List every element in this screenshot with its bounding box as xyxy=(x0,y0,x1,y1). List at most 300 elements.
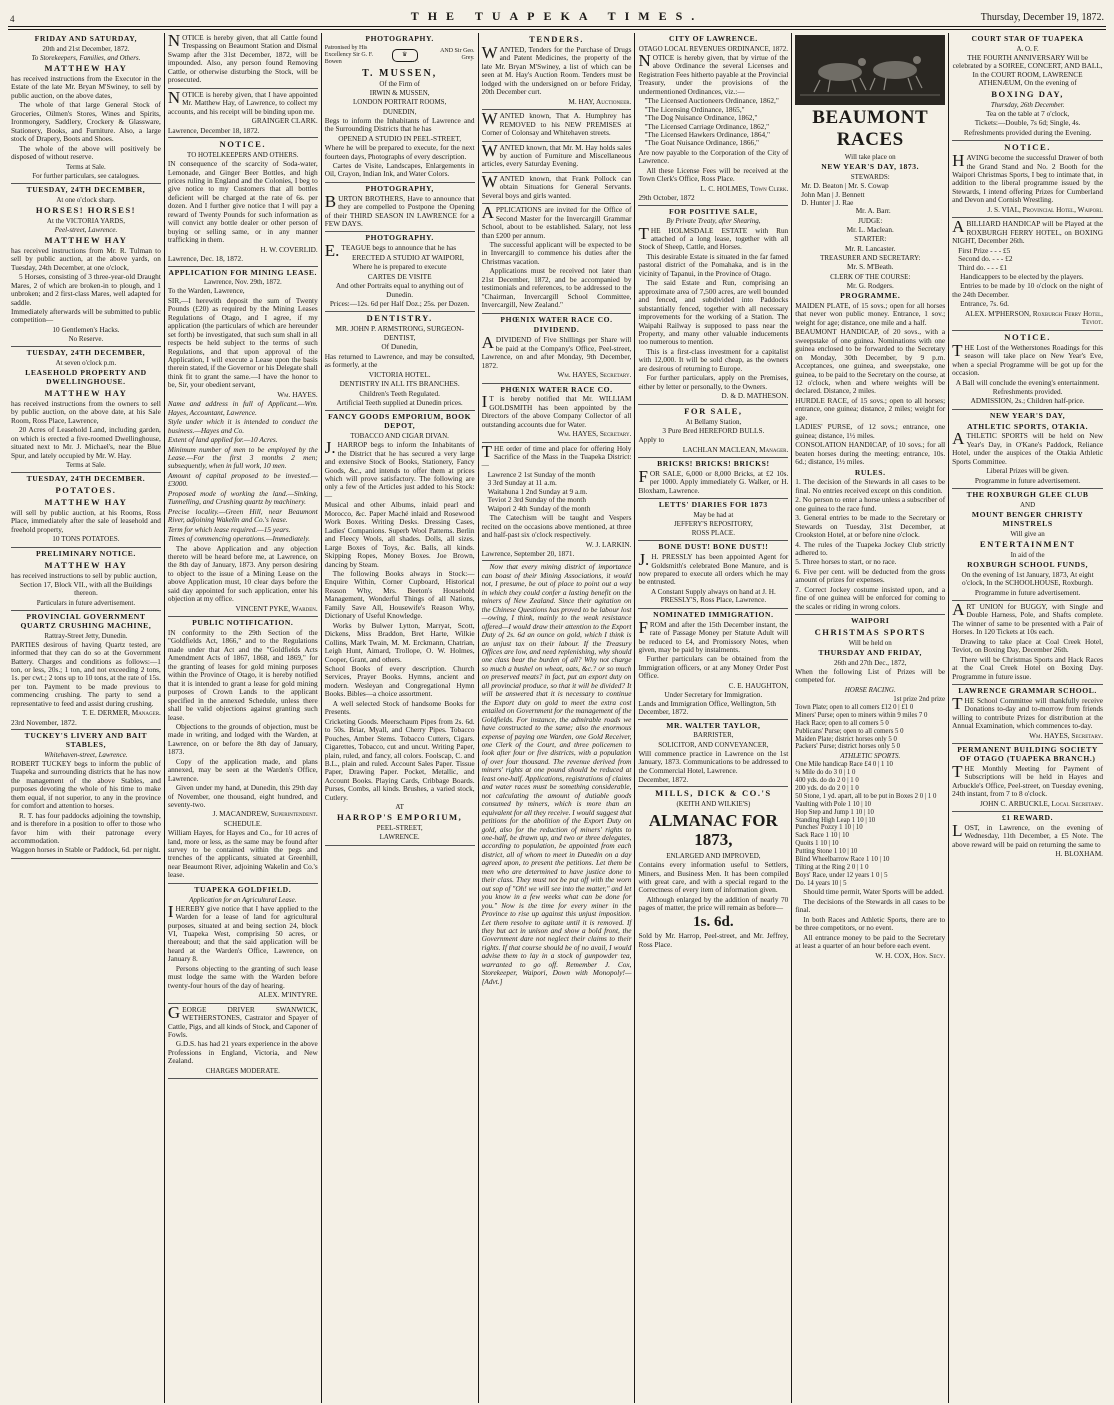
ad-beaumont-races xyxy=(795,107,945,615)
ad-text: When the following List of Prizes will be competed for. xyxy=(795,666,946,685)
ad-text: Although enlarged by the addition of nearly 70 pages of matter, the price will remain as before— xyxy=(638,894,789,913)
ad-text: All these License Fees will be received at the Town Clerk's Office, Ross Place. xyxy=(638,165,789,184)
ad-subheading: Of the Firm of xyxy=(379,80,420,89)
ad-heading: HARROP'S EMPORIUM, xyxy=(336,812,463,823)
ad-text: CONSOLATION HANDICAP, of 10 sovs.; for all beaten horses during the meeting; entrance, 10s. 6d.; distance, 1½ miles. xyxy=(795,440,946,467)
column-4 xyxy=(479,33,636,1403)
ad-teague-photography xyxy=(325,234,475,312)
column-6 xyxy=(792,33,949,1403)
table-row: Sack Race 1 10 | 10 xyxy=(795,832,849,840)
ad-text: WANTED, Tenders for the Purchase of Drugs and Patent Medicines, the property of the late Mr. Bryan M'Swiney, a list of which can be seen at M. Hay's Auction Room. Tenders must be lodged with the undersigned on or before Friday, 20th December curt. xyxy=(481,42,632,97)
ad-burton-brothers xyxy=(325,185,475,233)
ad-subheading: SOLICITOR, AND CONVEYANCER, xyxy=(658,740,769,749)
table-row: One Mile handicap Race £4 0 | 1 10 xyxy=(795,761,893,769)
ad-text: THE Monthly Meeting for Payment of Subscriptions will be held in Hayes and Arbuckle's Office, Peel-street, on Tuesday evening, 24th instant, from 7 to 8 o'clock. xyxy=(952,761,1104,799)
ad-text: ADIVIDEND of Five Shillings per Share will be paid at the Company's Office, Peel-street, Lawrence, on and after Monday, 9th December, 1872. xyxy=(481,333,632,370)
ad-text: BEAUMONT HANDICAP, of 20 sovs., with a sweepstake of one guinea. Nominations with one guinea enclosed to be forwarded to the Secretary on Monday, 30th December, by 9 p.m. Acceptances, one guinea, and sweepstake, one guinea, to be paid to the Secretary on the course, at 12 o'clock, when and where weights will be declared. Distance, 2 miles. xyxy=(795,327,946,396)
ad-heading: TUCKEY'S LIVERY AND BAIT STABLES, xyxy=(24,731,148,749)
list-item: Lawrence 2 1st Sunday of the month xyxy=(487,469,595,479)
horse-icon xyxy=(800,40,940,100)
ad-heading: PRELIMINARY NOTICE. xyxy=(35,548,136,558)
ad-text: 20 Acres of Leasehold Land, including garden, on which is erected a five-roomed Dwellinghouse, situated next to Mr. J. Michael's, near the Blue Spur, and lately occupied by Mr. W. Hay. xyxy=(11,425,161,460)
ad-text: Immediately afterwards will be submitted to public competition— xyxy=(11,306,161,325)
ad-heading: BRICKS! BRICKS! BRICKS! xyxy=(657,459,770,469)
ad-subheading: SCHEDULE. xyxy=(223,819,262,828)
ad-subheading: (KEITH AND WILKIE'S) xyxy=(676,800,751,809)
ad-text: Cricketing Goods. Meerschaum Pipes from 2s. 6d. to 50s. Briar, Myall, and Cherry Pipes. Tobacco Pouches, Amber Stems. Tobacco Cutters, Cigars. Cigarettes, Tobacco, cut and uncut. Writing Paper, plain, ruled, and fancy, all colors. Foolscap, C. and B.L., plain and ruled. Account Sales Paper. Tissue Paper, Drawing Paper. Pocket, Metallic, and Account Books. Playing Cards, Cribbage Boards. Purses, Combs, all kinds. Brushes, a varied stock, Cutlery. xyxy=(324,716,475,802)
list-item: John Man | J. Bennett xyxy=(801,189,865,199)
ad-lawrence-grammar xyxy=(952,687,1103,744)
ad-text: For further particulars, apply on the Premises, either by letter or personally, to the Owners. xyxy=(638,373,789,391)
ad-text: ART UNION for BUGGY, with Single and Double Harness, Pole, and Shafts complete. The winner of same to be presented with a Pair of Horses. In 120 Tickets at 10s each. xyxy=(952,600,1104,637)
ad-subheading: ATHLETIC SPORTS. xyxy=(840,752,901,761)
ad-text: WANTED known, that Frank Pollock can obtain Situations for General Servants. Several boys and girls wanted. xyxy=(481,171,632,200)
ad-text: Sold by Mr. Harrop, Peel-street, and Mr. Jeffrey, Ross Place. xyxy=(638,931,789,949)
ad-heading: THURSDAY AND FRIDAY, xyxy=(818,648,922,658)
ad-text: On the evening of 1st January, 1873, At eight o'clock, In the SCHOOLHOUSE, Roxburgh. xyxy=(961,569,1094,588)
ad-text: The whole of the above will positively be disposed of without reserve. xyxy=(11,143,161,162)
ad-heading: ATHLETIC SPORTS, OTAKIA. xyxy=(967,421,1089,431)
ad-heading: HORSES! HORSES! xyxy=(35,204,136,215)
ad-text: VICTORIA HOTEL. xyxy=(368,369,431,379)
ad-text: ABILLIARD HANDICAP will be Played at the ROXBURGH FERRY HOTEL, on BOXING NIGHT, December 26th. xyxy=(952,217,1104,246)
ad-subheading: CLERK OF THE COURSE: xyxy=(830,272,911,281)
ad-text: The Catechism will be taught and Vespers recited on the occasions above mentioned, at three and half-past six o'clock respectively. xyxy=(481,513,632,540)
ad-subheading: ENLARGED AND IMPROVED, xyxy=(666,851,761,860)
ad-heading: DENTISTRY. xyxy=(366,313,433,324)
ad-text: THE HOLMSDALE ESTATE with Run attached of a long lease, together with all Stock of Sheep, Cattle, and Horses. xyxy=(638,223,789,252)
column-2 xyxy=(165,33,322,1403)
ad-heading: ENTERTAINMENT xyxy=(979,538,1076,549)
ad-subheading: At Bellamy Station, xyxy=(685,417,742,426)
ad-court-star xyxy=(952,35,1103,141)
table-row: Putting Stone 1 10 | 10 xyxy=(795,848,858,856)
ad-text: IHEREBY give notice that I have applied to the Warden for a lease of land for agricultural purposes, situated at and being section 24, block VI, Tuapeka West, comprising 50 acres, or thereabout; and that the said application will be heard at the Warden's Office, Lawrence, on January 8. xyxy=(167,901,318,964)
notice-accounts xyxy=(167,87,318,138)
ad-potatoes xyxy=(11,475,161,548)
ad-signature: Wm. HAYES, Secretary. xyxy=(1029,730,1104,740)
racing-horses-illustration xyxy=(795,35,945,105)
ad-almanac xyxy=(638,789,788,949)
ad-heading: NOMINATED IMMIGRATION. xyxy=(653,609,774,619)
ad-text: Prices:—12s. 6d per Half Doz.; 25s. per Dozen. xyxy=(329,298,470,308)
ad-reward xyxy=(952,814,1103,859)
ad-text: Are now payable to the Corporation of the City of Lawrence. xyxy=(638,147,789,166)
ad-nominated-immigration xyxy=(638,611,788,720)
ad-date: Lawrence, December 18, 1872. xyxy=(167,125,260,135)
ad-pollock xyxy=(481,171,632,204)
mass-schedule xyxy=(482,471,632,513)
ad-quartz xyxy=(11,613,161,730)
ad-otakia-sports xyxy=(952,412,1103,489)
prize-columns: 1st prize 2nd prize xyxy=(893,694,946,703)
ad-subheading: AT xyxy=(395,803,404,812)
ad-heading: BEAUMONT RACES xyxy=(812,107,929,151)
ad-subheading: ROSS PLACE. xyxy=(691,529,735,538)
ad-subheading: Peel-street, Lawrence. xyxy=(54,225,118,234)
column-5 xyxy=(635,33,792,1403)
ad-building-society xyxy=(952,746,1103,812)
ad-text: R. T. has four paddocks adjoining the township, and is therefore in a position to offer to those who favor him with their patronage every accommodation. xyxy=(11,810,161,845)
list-item: Waitahuna 1 2nd Sunday at 9 a.m. xyxy=(487,486,588,496)
ad-heading: LETTS' DIARIES FOR 1873 xyxy=(658,500,768,510)
ad-letts-diaries xyxy=(638,501,788,541)
ad-harrop-emporium xyxy=(325,413,475,845)
ad-heading: TUESDAY, 24TH DECEMBER. xyxy=(26,474,146,484)
ad-text: A Ball will conclude the evening's entertainment. xyxy=(955,377,1100,387)
ad-text: School Books of every description. Church Services, Prayer Books. Hymns, ancient and modern. Wesleyan and Congregational Hymn Books. Bibles—a choice assortment. xyxy=(324,663,475,699)
masthead xyxy=(8,0,1106,27)
ad-text: Applications must be received not later than 21st December, 1872, and be accompanied by testimonials and references, to be addressed to the "Chairman, Invercargill School Committee, Invercargill, New Zealand." xyxy=(481,266,632,310)
ad-bricks xyxy=(638,460,788,499)
ad-text: Where he will be prepared to execute, for the next fourteen days, Photographs of every description. xyxy=(324,143,475,161)
ad-signature: D. & D. MATHESON. xyxy=(721,391,789,401)
list-item: 6. Five per cent. will be deducted from the gross amount of prizes for expenses. xyxy=(795,566,946,585)
ad-subheading: A. O. F. xyxy=(1016,44,1039,53)
ad-text: Programme in future advertisement. xyxy=(974,475,1081,485)
ad-text: Drawing to take place at Coal Creek Hotel, Teviot, on Boxing Day, December 26th. xyxy=(952,636,1104,655)
ad-text: Cartes de Visite, Landscapes, Enlargements in Oil, Crayon, Indian Ink, and Water Colors. xyxy=(324,160,475,179)
ad-text: Mr. R. Lancaster. xyxy=(844,243,896,253)
ad-text: The said Estate and Run, comprising an approximate area of 7,500 acres, are well bounded and fenced, and subdivided into Paddocks substantially fenced, together with all necessary improvements for the working of a Station. The Waipahi Railway is supposed to pass near the Property, and many other valuable inducements too numerous to mention. xyxy=(638,278,789,347)
ad-text: Refreshments provided. xyxy=(992,386,1063,396)
ad-preliminary xyxy=(11,550,161,611)
list-item: "The Licensing Ordinance, 1865," xyxy=(644,104,745,114)
ad-text: Section 17, Block VII., with all the Buildings thereon. xyxy=(19,579,153,598)
ad-heading: TUESDAY, 24TH DECEMBER, xyxy=(26,348,146,358)
column-1 xyxy=(8,33,165,1403)
ad-subheading: Rattray-Street Jetty, Dunedin. xyxy=(44,631,128,640)
ad-heading: PROVINCIAL GOVERNMENT QUARTZ CRUSHING MACHINE, xyxy=(20,611,152,630)
list-item: 1. The decision of the Stewards in all cases to be final. No entries received except on this condition. xyxy=(795,477,946,495)
notice-vial xyxy=(952,143,1103,218)
page-mark: 4 xyxy=(10,13,15,24)
ad-text: NOTICE is hereby given, that all Cattle found Trespassing on Beaumont Station and Dismal Swamp after the 31st December, 1872, will be impounded. Also, any person found Removing Cattle, or otherwise disturbing the Stock, will be prosecuted. xyxy=(167,33,318,85)
notice-wetherstones xyxy=(952,333,1103,410)
ad-text: NOTICE is hereby given, that by virtue of the above Ordinance the several Licenses and Registration Fees hitherto payable at the Provincial Treasury, under the provisions of the undermentioned Ordinances, viz.:— xyxy=(638,50,789,96)
stewards-list xyxy=(795,182,945,216)
ad-text: The decisions of the Stewards in all cases to be final. xyxy=(795,896,946,915)
ad-text: THE Lost of the Wetherstones Roadings for this season will take place on New Year's Eve, when a special Programme will be got up for the occasion. xyxy=(952,340,1104,378)
table-row: Do. 14 years 10 | 5 xyxy=(795,879,847,887)
ad-signature: Wm. HAYES. xyxy=(277,389,318,399)
ad-text: Entries to be made by 10 o'clock on the night of the 24th December. xyxy=(952,281,1104,299)
ad-hereford-bulls xyxy=(638,407,788,458)
table-row: Blind Wheelbarrow Race 1 10 | 10 xyxy=(795,855,890,863)
ad-signature: W. J. LARKIN. xyxy=(585,539,632,549)
ad-phoenix-collector xyxy=(482,386,632,443)
ad-text: DENTISTRY IN ALL ITS BRANCHES. xyxy=(339,379,460,389)
table-row: Hack Race; open to all comers 5 0 xyxy=(795,719,889,727)
ad-heading: TUAPEKA GOLDFIELD. xyxy=(194,884,292,894)
ad-date: Lawrence, September 20, 1871. xyxy=(481,549,575,559)
ad-heading: LEASEHOLD PROPERTY AND DWELLINGHOUSE. xyxy=(25,368,147,387)
ad-text: WANTED known, that Mr. M. Hay holds sales by auction of Furniture and Miscellaneous articles, every Saturday Evening. xyxy=(481,140,632,169)
ad-local-revenues xyxy=(638,35,788,206)
ad-heading: FANCY GOODS EMPORIUM, BOOK DEPOT, xyxy=(328,412,472,431)
ad-date: 23rd November, 1872. xyxy=(11,717,77,727)
public-notification xyxy=(168,619,318,884)
table-row: Publicans' Purse; open to all comers 5 0 xyxy=(795,727,904,735)
ad-heading: CITY OF LAWRENCE. xyxy=(668,34,758,43)
ad-text: THE order of time and place for offering Holy Sacrifice of the Mass in the Tuapeka District:— xyxy=(481,441,632,470)
ad-subheading: BARRISTER, xyxy=(693,731,734,740)
ad-text: Has returned to Lawrence, and may be consulted, as formerly, at the xyxy=(324,351,475,370)
ad-text: ATHLETIC SPORTS will be held on New Year's Day, in O'Kane's Paddock, Reliance Hotel, under the auspices of the Otakia Athletic Sports Committee. xyxy=(952,429,1104,466)
ad-date: Lands and Immigration Office, Wellington, 5th December, 1872. xyxy=(638,698,776,717)
table-row: Miners' Purse; open to miners within 9 miles 7 0 xyxy=(795,711,928,719)
ad-subheading: To Storekeepers, Families, and Others. xyxy=(31,53,141,62)
ad-subheading: Will give an xyxy=(1010,529,1045,538)
ad-leasehold xyxy=(11,349,161,473)
ad-text: Works by Bulwer Lytton, Marryat, Scott, Dickens, Miss Braddon, Bret Harte, Wilkie Collins, Mark Twain, M. M. Erckmann, Chatrian, Leigh Hunt, Aimard, Trollope, O. W. Holmes, Cooper, Grant, and others. xyxy=(324,620,475,664)
ad-signature: ALEX. M'INTYRE. xyxy=(258,990,318,1000)
ad-signature: T. E. DERMER, Manager. xyxy=(81,708,161,718)
ad-text: Style under which it is intended to conduct the business.—Hayes and Co. xyxy=(167,417,318,435)
ad-heading: NEW YEAR'S DAY, 1873. xyxy=(821,162,920,172)
ad-heading: TUESDAY, 24TH DECEMBER, xyxy=(26,184,146,194)
list-item: D. Hunter | J. Rae xyxy=(801,197,854,207)
ad-subheading: TOBACCO AND CIGAR DIVAN. xyxy=(350,432,449,441)
ad-text: GEORGE DRIVER SWANWICK, WETHERSTONES, Castrator and Spayer of Cattle, Pigs, and all kinds of Stock, and Caponer of Fowls. xyxy=(167,1002,318,1040)
ad-billiard-handicap xyxy=(952,217,1104,330)
ad-text: 3 Pure Bred HEREFORD BULLS. xyxy=(662,425,765,435)
patron-text: Patronised by His Excellency Sir G. F. Bowen xyxy=(324,44,374,65)
ad-heading: PHŒNIX WATER RACE CO. xyxy=(500,314,613,324)
ad-subheading: 26th and 27th Dec., 1872, xyxy=(833,658,907,667)
ad-subheading: Will be held on xyxy=(848,638,892,647)
ad-text: ERECTED A STUDIO AT WAIPORI, xyxy=(352,252,464,262)
ad-mussen-photography xyxy=(325,35,475,183)
ad-signature: W. H. COX, Hon. Secy. xyxy=(875,950,946,960)
ad-text: FOR SALE, 6,000 or 8,000 Bricks, at £2 10s. per 1000. Apply immediately G. Walker, or H. Bloxham, Lawrence. xyxy=(638,466,789,495)
ad-heading: PUBLIC NOTIFICATION. xyxy=(192,618,294,628)
ad-text: Liberal Prizes will be given. xyxy=(986,466,1069,476)
ad-subheading: LONDON PORTRAIT ROOMS, xyxy=(352,98,447,107)
ad-signature: Under Secretary for Immigration. xyxy=(664,690,763,700)
ad-text: APPLICATIONS are invited for the Office of Second Master for the Invercargill Grammar School, about to be established. Salary, not less than £200 per annum. xyxy=(481,203,632,240)
table-row: 200 yds. do do 2 0 | 1 0 xyxy=(795,785,859,793)
ad-text: There will be Christmas Sports and Hack Races at the Coal Creek Hotel on Boxing Day. Programme in future issue. xyxy=(952,654,1104,681)
ad-bone-dust xyxy=(638,543,788,609)
ad-date: Lawrence, Dec. 18, 1872. xyxy=(167,254,244,264)
ad-subheading: STARTER: xyxy=(854,235,887,244)
ad-heading: FOR SALE, xyxy=(684,405,743,416)
ad-text: Times of commencing operations.—Immediately. xyxy=(167,534,310,544)
ad-text: A Constant Supply always on hand at J. H. PRESSLY'S, Ross Place, Lawrence. xyxy=(650,586,776,605)
ad-mswiney-stock xyxy=(11,35,161,184)
ad-text: THE FOURTH ANNIVERSARY Will be celebrated by a SOIREE, CONCERT, AND BALL, In the COURT ROOM, LAWRENCE ATHENÆUM, On the evening of xyxy=(952,52,1103,88)
ad-heading: ROXBURGH SCHOOL FUNDS, xyxy=(967,559,1089,569)
ad-tuckey-stables xyxy=(11,732,161,859)
ad-heading: POTATOES. xyxy=(55,484,117,495)
ad-subheading: TO HOTELKEEPERS AND OTHERS. xyxy=(187,150,299,159)
ad-subheading: 20th and 21st December, 1872. xyxy=(42,44,130,53)
ad-signature: VINCENT PYKE, Warden. xyxy=(235,603,318,613)
ad-subheading: JUDGE: xyxy=(858,216,883,225)
ad-text: Contains every information useful to Settlers, Miners, and Business Men. It has been compiled with great care, and with a special regard to the Correctness of every item of information given. xyxy=(638,860,789,895)
list-item: Teviot 2 3rd Sunday of the month xyxy=(487,495,586,505)
table-row: Standing High Leap 1 10 | 10 xyxy=(795,816,876,824)
ad-text: Begs to inform the Inhabitants of Lawrence and the Surrounding Districts that he has xyxy=(324,115,475,134)
ad-heading: FRIDAY AND SATURDAY, xyxy=(34,34,138,43)
ad-dentistry xyxy=(325,314,475,411)
ad-heading: NEW YEAR'S DAY, xyxy=(989,410,1066,420)
ad-text: Minimum number of men to be employed by the Lease.—For the first 3 months 2 men; subsequently, when in full work, 10 men. xyxy=(167,444,318,471)
ad-subheading: At the VICTORIA YARDS, xyxy=(46,216,125,225)
ad-heading: PHOTOGRAPHY. xyxy=(365,34,434,43)
ad-text: THE School Committee will thankfully receive Donations to-day and to-morrow from friends willing to contribute Prizes for distribution at the Annual Examination, which commences to-day. xyxy=(952,693,1104,731)
ad-heading: RULES. xyxy=(854,467,886,477)
ad-text: 10 TONS POTATOES. xyxy=(52,534,120,544)
ad-heading: MOUNT BENGER CHRISTY MINSTRELS xyxy=(971,510,1084,528)
athletic-prize-list xyxy=(795,761,945,887)
ad-text: The following Books always in Stock:—Enquire Within, Corner Cupboard, Historical Reason Why, Mrs. Beeton's Household Management, Wonderful Things of all Nations, Family Save All, Housewife's Reason Why, Dictionary of Useful Knowledge. xyxy=(324,568,475,621)
ad-text: Refreshments provided during the Evening. xyxy=(963,127,1092,137)
ad-signature: LACHLAN MACLEAN, Manager. xyxy=(682,444,789,454)
ad-text: ADMISSION, 2s.; Children half-price. xyxy=(970,396,1085,406)
ad-text: Term for which lease required.—15 years. xyxy=(167,524,291,534)
ad-text: And other Portraits equal to anything out of Dunedin. xyxy=(335,281,464,299)
auctioneer-name: MATTHEW HAY xyxy=(44,559,128,570)
ad-text: LOST, in Lawrence, on the evening of Wednesday, 11th December, a £5 Note. The above reward will be paid on returning the same to xyxy=(952,820,1104,849)
ad-text: In both Races and Athletic Sports, there are to be three competitors, or no event. xyxy=(795,914,946,933)
ad-text: Of Dunedin, xyxy=(381,342,418,352)
ad-text: Mr. S. M'Beath. xyxy=(846,262,894,272)
ad-text: MAIDEN PLATE, of 15 sovs.; open for all horses that never won public money. Entrance, 1 sov.; weight for age; distance, one mile and a half. xyxy=(795,300,946,327)
ad-subheading: PEEL-STREET, xyxy=(376,824,423,833)
ad-text: Proposed mode of working the land.—Sinking, Tunnelling, and Crushing quartz by machinery. xyxy=(167,488,318,507)
ad-text: IN conformity to the 29th Section of the "Goldfields Act, 1866," and to the Regulations made under that Act and the "Goldfields Acts Amendment Acts of 1867, 1868, and 1869," for the granting of leases for gold mining purposes within the Province of Otago, it is hereby notified that it is intended to grant a lease for gold mining purposes of Crown Lands to the applicant specified in the annexed Schedule, unless there shall be valid objections against granting such lease. xyxy=(167,627,318,722)
ad-text: has received instructions from the owners to sell by public auction, on the above date, at his Sale Room, Ross Place, Lawrence, xyxy=(11,398,161,425)
ad-subheading: DUNEDIN, xyxy=(382,107,417,116)
ad-text: Given under my hand, at Dunedin, this 29th day of November, one thousand, eight hundred, and seventy-two. xyxy=(167,783,318,810)
ad-heading: WAIPORI xyxy=(851,616,890,626)
ad-heading: APPLICATION FOR MINING LEASE. xyxy=(168,267,318,277)
masthead-rule xyxy=(8,27,1106,30)
ad-text: Tea on the table at 7 o'clock, xyxy=(985,108,1070,118)
ad-text: All entrance money to be paid to the Secretary at least a quarter of an hour before each event. xyxy=(795,932,946,951)
ad-note: For further particulars, see catalogues. xyxy=(32,171,140,180)
list-item: Third do. - - - £1 xyxy=(958,262,1008,272)
list-item: Mr. D. Beaton | Mr. S. Cowap xyxy=(801,181,889,191)
ad-text: Tickets:—Double, 7s 6d; Single, 4s. xyxy=(974,118,1081,128)
ad-text: MR. JOHN P. ARMSTRONG, SURGEON-DENTIST, xyxy=(335,324,464,342)
ad-text: LADIES' PURSE, of 12 sovs.; entrance, one guinea; distance, 1½ miles. xyxy=(795,422,946,440)
ad-heading: TENDERS. xyxy=(529,34,584,44)
table-row: Tilting at the Ring 2 0 | 1 0 xyxy=(795,863,869,871)
ad-horses xyxy=(11,186,161,348)
ad-waipori-sports xyxy=(795,617,945,960)
ad-signature: C. E. HAUGHTON, xyxy=(728,680,789,690)
ad-subheading: HORSE RACING. xyxy=(844,685,896,694)
ad-subheading: Whitehaven-street, Lawrence. xyxy=(44,750,128,759)
ad-tenders xyxy=(482,35,632,110)
ad-text: Amount of capital proposed to be invested.—£3000. xyxy=(167,470,318,489)
ad-text: SIR,—I herewith deposit the sum of Twenty Pounds (£20) as required by the Mining Leases Regulations of Otago, and I agree, if my application (the particulars of which are hereunder set forth) be investigated, that such sum shall in all respects be held subject to the terms of such Regulations, and that upon approval of the Application, I will execute a Lease upon the basis therein stated, if the Governor or his Delegate shall think fit to grant the same.—I have the honor to be, Sir, your obedient servant, xyxy=(167,295,318,390)
ad-subheading: Application for an Agricultural Lease. xyxy=(189,895,297,904)
ad-text: Precise locality.—Green Hill, near Beaumont River, adjoining Wakelin and Co.'s lease. xyxy=(167,506,318,525)
ad-heading: COURT STAR OF TUAPEKA xyxy=(971,34,1084,43)
ad-heading: NOTICE. xyxy=(219,138,267,149)
ad-signature: ALEX. M'PHERSON, Roxburgh Ferry Hotel, Teviot. xyxy=(964,308,1104,327)
ad-heading: FOR POSITIVE SALE, xyxy=(669,206,758,216)
ad-text: WANTED known, That A. Humphrey has REMOVED to his NEW PREMISES at Corner of Colonsay and Whitehaven streets. xyxy=(481,109,632,138)
ad-heading: PERMANENT BUILDING SOCIETY OF OTAGO (TUAPEKA BRANCH.) xyxy=(957,745,1098,763)
ad-text: Apply to xyxy=(638,435,665,445)
list-item: "The Goat Nuisance Ordinance, 1866," xyxy=(644,138,759,148)
almanac-price: 1s. 6d. xyxy=(693,913,734,930)
ad-mass-times xyxy=(481,441,632,562)
auctioneer-name: MATTHEW HAY xyxy=(44,387,128,398)
ad-signature: J. S. VIAL, Provincial Hotel, Waipori. xyxy=(987,204,1104,214)
ad-text: Now that every mining district of importance can boast of their Mining Associations, it would not, I presume, be out of place to point out a way in which they could confer a lasting benefit on the miners of New Zealand. Since their agitation on the Chinese Questions has proved to be labour lost—owing, I think, mainly to the weak resistance offered—I would draw their attention to the Export Duty of 2s. 6d an ounce on gold, which I think is an unjust tax on their labour. If the Treasury Offices are low, and need replenishing, why should one class bear the burden of all? Why not charge so much a bushel on wheat, oats, &c.? or so much on preserved meats? in fact, put an export duty on all provincial produce, so that it will be divided? It will be answered that it is necessary to continue the Export duty on gold to meet the extra cost entailed on Government for the management of the Goldfields. For instance, the admirable roads we have constructed to the same; also the enormous expense of paying one Warden, one Gold Receiver, one Clerk of the Court, and three policemen to look after four or five districts, with a population of over four thousand. The revenue derived from miners' rights at one pound should be reduced at least one-half. Applications, registrations of claims and water races must be something considerable, not calculating the amount of dutiable goods consumed by miners, which is more than an equivalent for all they receive. I would suggest that petitions for the abolition of the Export Duty on gold, also for the reduction of miners' rights to one-half, be drawn up, and two or three delegates, according to population, be appointed from each district, all of whom to meet in Dunedin on a day agreed upon, to present the petitions. Let them be men who are determined to have justice done to their class. They must not be put off with the worn out sop of "Oh! we will see into the matter," and let you know in a few weeks what can be done for you." Now is the time for every miner in the Province to rise up against this unjust imposition. Let them resolve to agitate until it is removed. If they but act in unison and show a bold front, the Government dare not neglect their claims to their rights. If that course should be of no avail, I would advise them to lay in a stock of gunpowder tea, warranted to go off. Remember J. Cox, Storekeeper, Waipori, Down with Monopoly!—[Advt.] xyxy=(481,562,632,986)
ad-text: Extent of land applied for.—10 Acres. xyxy=(167,435,278,445)
ad-subheading: Thursday, 26th December. xyxy=(990,100,1065,109)
ad-heading: £1 REWARD. xyxy=(1002,813,1054,823)
ad-text: The whole of that large General Stock of Groceries, Oilmen's Stores, Wines and Spirits, Ironmongery, Saddlery, Crockery & Glassware, Stationery, Books, and Furniture. Also, a large stock of Drapery, Boots and Shoes. xyxy=(11,100,161,144)
ad-text: 5 Horses, consisting of 3 three-year-old Draught Mares, 2 of which are broken-in to plough, and 1 unbroken; and 2 first-class Mares, well adapted for saddle. xyxy=(11,272,161,307)
table-row: 400 yds. do do 2 0 | 1 0 xyxy=(795,777,859,785)
ad-text: Further particulars can be obtained from the Immigration officers, or at any Money Order Post Office. xyxy=(638,654,789,681)
ad-heading: MILLS, DICK & CO.'S xyxy=(655,788,772,799)
ad-text: This is a first-class investment for a capitalist with 12,000. It will be sold cheap, as the owners are desirous of returning to Europe. xyxy=(638,346,789,373)
ad-text: This desirable Estate is situated in the far famed pastoral district of the Pomahaka, and is in the vicinity of Tapanui, in the Province of Otago. xyxy=(638,251,789,278)
horse-prize-list xyxy=(795,704,945,751)
ad-subheading: TREASURER AND SECRETARY: xyxy=(820,254,921,263)
ad-text: Copy of the application made, and plans annexed, may be seen at the Warden's Office, Lawrence. xyxy=(167,756,318,783)
ad-text: Entrance, 7s. 6d. xyxy=(960,299,1009,309)
list-item: "The Licensed Hawkers Ordinance, 1864," xyxy=(644,129,770,139)
ad-signature: JOHN C. ARBUCKLE, Local Secretary. xyxy=(979,798,1104,808)
ad-signature: Wm. HAYES, Secretary. xyxy=(557,429,632,439)
ad-date: Lawrence, Nov. 29th, 1872. xyxy=(203,278,282,287)
table-row: Vaulting with Pole 1 10 | 10 xyxy=(795,800,872,808)
ad-text: HURDLE RACE, of 15 sovs.; open to all horses; entrance, one guinea; distance, 2 miles; weight for age. xyxy=(795,395,946,422)
list-item: Mr. A. Barr. xyxy=(855,206,891,216)
ad-text: Name and address in full of Applicant.—Wm. Hayes, Accountant, Lawrence. xyxy=(167,399,318,417)
auctioneer-name: MATTHEW HAY xyxy=(44,63,128,74)
ad-text: To the Warden, Lawrence, xyxy=(167,286,245,296)
ad-text: G.D.S. has had 21 years experience in the above Professions in England, Victoria, and New Zealand. xyxy=(167,1039,318,1066)
ad-text: Should time permit, Water Sports will be added. xyxy=(803,887,944,897)
ad-text: IT is hereby notified that Mr. WILLIAM GOLDSMITH has been appointed by the Directors of the above Company Collector of all outstanding accounts due for Water. xyxy=(481,392,632,429)
list-item: 4. The rules of the Tuapeka Jockey Club strictly adhered to. xyxy=(795,539,946,557)
ad-text: CARTES DE VISITE xyxy=(367,271,432,281)
mining-lease-application xyxy=(168,269,318,618)
ad-text: HAVING become the successful Drawer of both the Grand Stand and No. 2 Booth for the Waipori Christmas Sports, I beg to intimate that, in addition to the liberal programme issued by the Stewards, I intend offering Prizes for Cumberland and Devon and Cornish Wrestling. xyxy=(952,151,1104,205)
ad-text: J.H. PRESSLY has been appointed Agent for Goldsmith's celebrated Bone Manure, and is now prepared to execute all orders which he may be entrusted. xyxy=(638,550,789,587)
ad-text: Mr. G. Rodgers. xyxy=(846,280,894,290)
table-row: Punches' Pozzy 1 10 | 10 xyxy=(795,824,863,832)
ad-heading: DIVIDEND. xyxy=(533,325,580,335)
ad-subheading: AND xyxy=(1020,500,1036,509)
ad-signature: M. HAY, Auctioneer. xyxy=(568,96,632,106)
ad-text: NOTICE is hereby given, that I have appointed Mr. Matthew Hay, of Lawrence, to collect my accounts, and his receipt will be binding upon me. xyxy=(167,87,318,116)
ad-text: 10 Gentlemen's Hacks. xyxy=(52,324,120,334)
ad-text: J.HARROP begs to inform the Inhabitants of the District that he has secured a very large and extensive Stock of Books, Stationery, Fancy Goods, &c., and intends to offer them at prices which will prove satisfactory. The following are only a few of the Articles just added to his Stock:— xyxy=(324,438,475,500)
ad-terms: Terms at Sale. xyxy=(66,461,106,470)
ad-text: Persons objecting to the granting of such lease must lodge the same with the Warden before twenty-four hours of the day of hearing. xyxy=(167,963,318,990)
ad-text: E.TEAGUE begs to announce that he has xyxy=(324,241,457,261)
ad-terms: Terms at Sale. xyxy=(66,162,106,171)
ad-heading: PHOTOGRAPHY. xyxy=(365,233,434,243)
table-row: Town Plate; open to all comers £12 0 | £1 0 xyxy=(795,704,914,712)
ad-heading: PHŒNIX WATER RACE CO. xyxy=(500,384,613,394)
list-item: "The Licensed Carriage Ordinance, 1862," xyxy=(644,121,770,131)
ad-signature: L. C. HOLMES, Town Clerk. xyxy=(700,183,789,193)
column-7 xyxy=(949,33,1106,1403)
